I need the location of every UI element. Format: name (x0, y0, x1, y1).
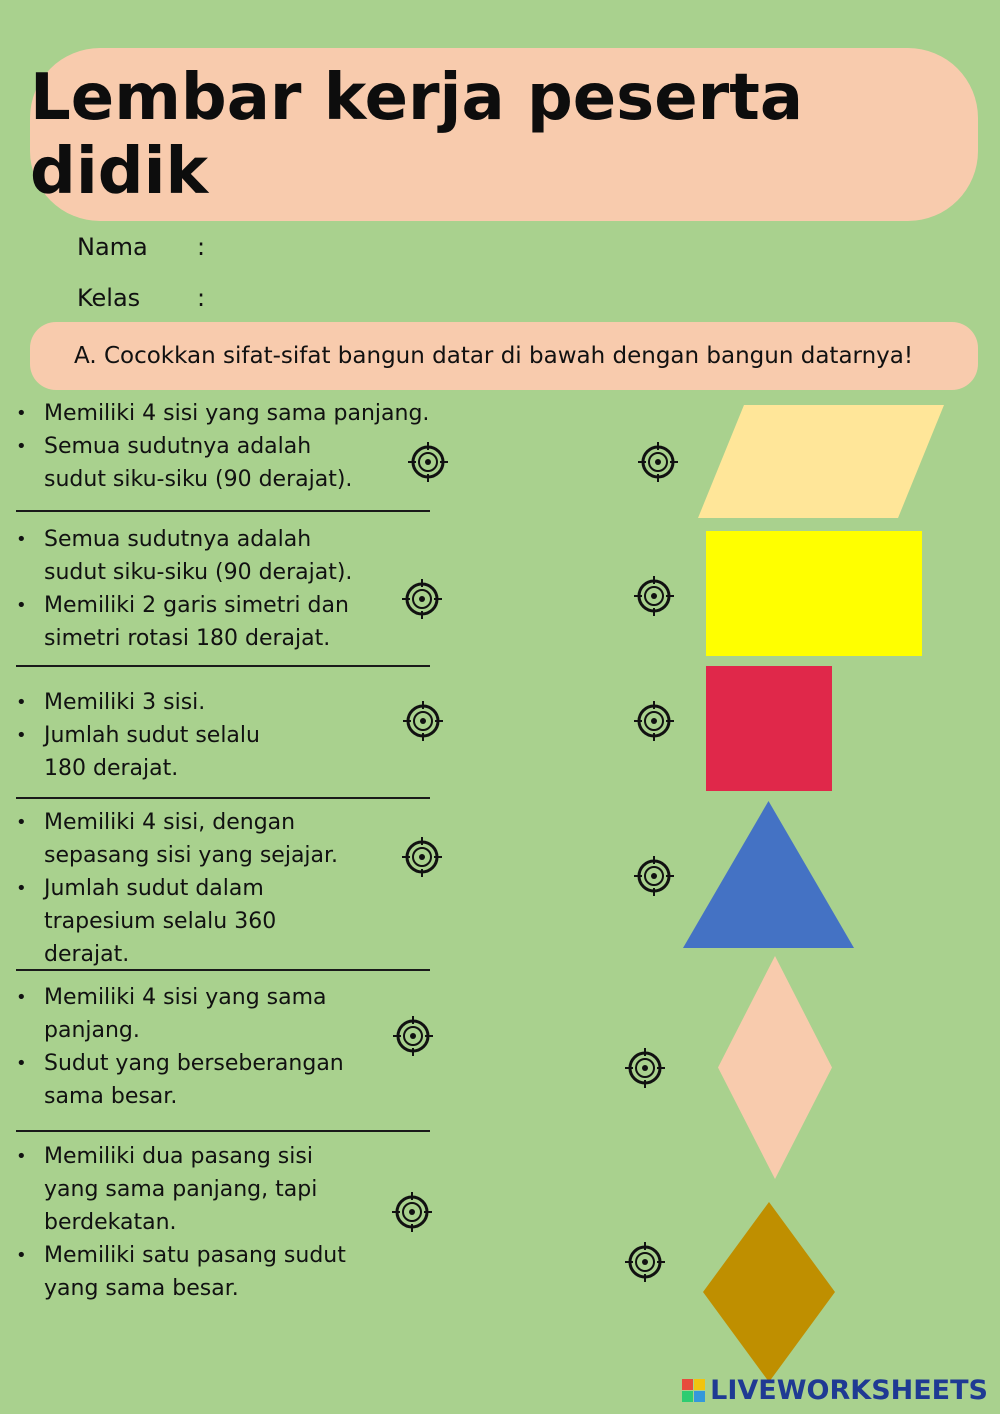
property-item-4 (14, 806, 344, 971)
property-line: • Memiliki dua pasang sisi yang sama panjang, tapi berdekatan. (14, 1140, 359, 1239)
crosshair-target-icon[interactable] (408, 442, 448, 482)
divider (16, 510, 430, 512)
crosshair-target-icon[interactable] (625, 1048, 665, 1088)
name-field (77, 233, 206, 261)
liveworksheets-logo (682, 1375, 988, 1406)
property-line: • Sudut yang berseberangan sama besar. (14, 1047, 354, 1113)
instruction-banner (30, 322, 978, 390)
rhombus-shape (718, 956, 832, 1179)
parallelogram-shape (698, 405, 944, 518)
rhombus-fill (718, 956, 832, 1179)
property-line: • Jumlah sudut dalam trapesium selalu 360 derajat. (14, 872, 284, 971)
property-line: • Memiliki 4 sisi yang sama panjang. (14, 981, 354, 1047)
property-item-6 (14, 1140, 359, 1305)
divider (16, 797, 430, 799)
crosshair-target-icon[interactable] (634, 701, 674, 741)
property-item-5 (14, 981, 354, 1113)
divider (16, 1130, 430, 1132)
property-item-1 (14, 397, 434, 496)
page-title: Lembar kerja peserta didik (30, 60, 803, 209)
triangle-shape (683, 801, 854, 948)
property-line: • Memiliki 2 garis simetri dan simetri rotasi 180 derajat. (14, 589, 374, 655)
property-line: • Memiliki 4 sisi yang sama panjang. (14, 397, 434, 430)
divider (16, 969, 430, 971)
name-label: Nama (77, 233, 148, 261)
crosshair-target-icon[interactable] (634, 856, 674, 896)
property-line: • Memiliki 3 sisi. (14, 686, 284, 719)
rectangle-shape (706, 531, 922, 656)
kite-shape (703, 1202, 835, 1382)
class-label: Kelas (77, 284, 141, 312)
crosshair-target-icon[interactable] (625, 1242, 665, 1282)
parallelogram-fill (698, 405, 944, 518)
crosshair-target-icon[interactable] (403, 701, 443, 741)
property-item-2 (14, 523, 374, 655)
crosshair-target-icon[interactable] (638, 442, 678, 482)
property-line: • Semua sudutnya adalah sudut siku-siku (90 derajat). (14, 430, 374, 496)
triangle-fill (683, 801, 854, 948)
property-item-3 (14, 686, 284, 785)
kite-fill (703, 1202, 835, 1382)
property-line: • Semua sudutnya adalah sudut siku-siku (90 derajat). (14, 523, 374, 589)
property-line: • Jumlah sudut selalu 180 derajat. (14, 719, 284, 785)
logo-text: LIVEWORKSHEETS (710, 1375, 988, 1406)
square-shape (706, 666, 832, 791)
name-colon: : (197, 233, 206, 261)
divider (16, 665, 430, 667)
instruction-text: A. Cocokkan sifat-sifat bangun datar di bawah dengan bangun datarnya! (74, 343, 914, 369)
crosshair-target-icon[interactable] (393, 1016, 433, 1056)
property-line: • Memiliki 4 sisi, dengan sepasang sisi yang sejajar. (14, 806, 344, 872)
crosshair-target-icon[interactable] (392, 1192, 432, 1232)
crosshair-target-icon[interactable] (634, 576, 674, 616)
class-field (77, 284, 206, 312)
property-line: • Memiliki satu pasang sudut yang sama besar. (14, 1239, 359, 1305)
rectangle-fill (706, 531, 922, 656)
class-colon: : (197, 284, 206, 312)
crosshair-target-icon[interactable] (402, 837, 442, 877)
square-fill (706, 666, 832, 791)
crosshair-target-icon[interactable] (402, 579, 442, 619)
logo-mark-icon (682, 1379, 706, 1403)
title-banner (30, 48, 978, 221)
